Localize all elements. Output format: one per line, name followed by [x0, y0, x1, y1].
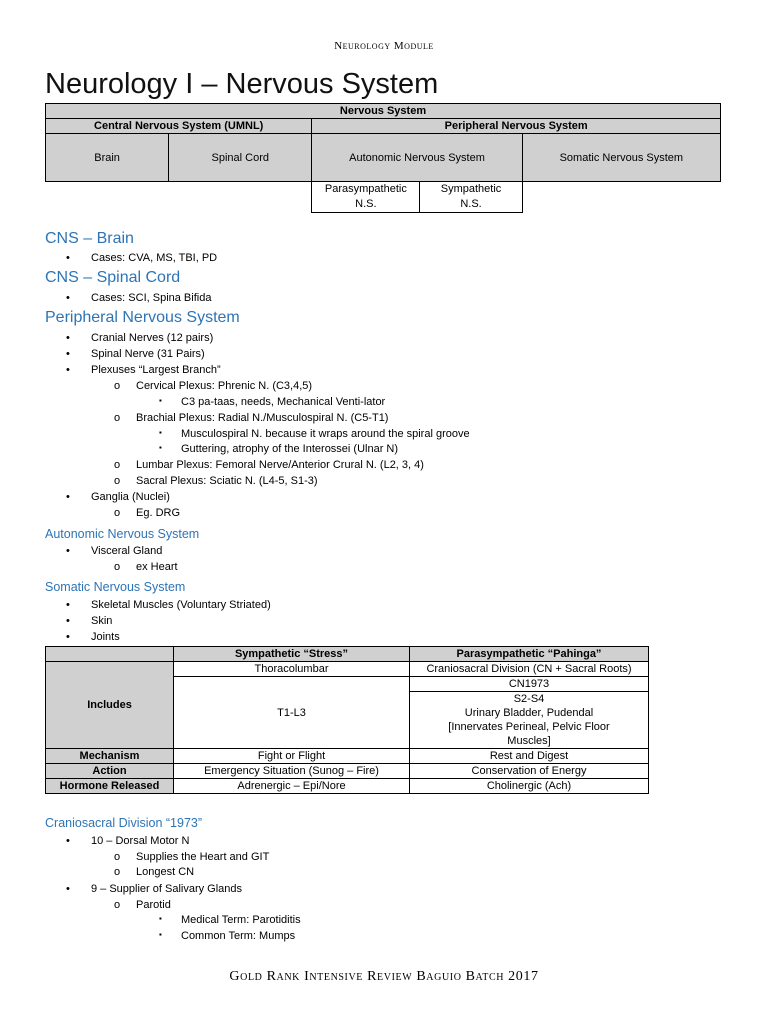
brain-cell: Brain: [46, 134, 169, 182]
bullet: •: [66, 348, 70, 360]
col-sympathetic: Sympathetic “Stress”: [174, 647, 410, 662]
symp-line-2: N.S.: [460, 198, 482, 210]
para-line-1: Parasympathetic: [324, 183, 407, 195]
para-line-2: N.S.: [355, 198, 377, 210]
list-item: Supplies the Heart and GIT: [136, 851, 270, 863]
sympathetic-cell: [420, 182, 521, 212]
list-item: Skeletal Muscles (Voluntary Striated): [91, 599, 271, 611]
bullet: ▪: [159, 396, 162, 405]
corner-cell: [46, 647, 174, 662]
list-item: Brachial Plexus: Radial N./Musculospiral N. (C5-T1): [136, 412, 389, 424]
bullet: o: [114, 866, 121, 878]
bullet: ▪: [159, 914, 162, 923]
bullet: •: [66, 364, 70, 376]
list-item: Skin: [91, 615, 113, 627]
symp-line-1: Sympathetic: [440, 183, 502, 195]
list-item: Plexuses “Largest Branch”: [91, 364, 221, 376]
cell-adrenergic: Adrenergic – Epi/Nore: [174, 779, 410, 794]
bullet: •: [66, 631, 70, 643]
list-item: Musculospiral N. because it wraps around the spiral groove: [181, 428, 470, 440]
heading-pns: Peripheral Nervous System: [45, 309, 240, 326]
list-item: C3 pa-taas, needs, Mechanical Venti-lator: [181, 396, 386, 408]
row-action: Action: [46, 764, 174, 779]
list-item: Longest CN: [136, 866, 195, 878]
col-parasympathetic: Parasympathetic “Pahinga”: [410, 647, 649, 662]
list-item: Guttering, atrophy of the Interossei (Ulnar N): [181, 443, 399, 455]
bullet: o: [114, 507, 121, 519]
list-item: Spinal Nerve (31 Pairs): [91, 348, 205, 360]
bullet: o: [114, 459, 121, 471]
page-title: Neurology I – Nervous System: [45, 68, 439, 100]
cell-conservation: Conservation of Energy: [410, 764, 649, 779]
bullet: o: [114, 475, 121, 487]
cell-thoracolumbar: Thoracolumbar: [174, 662, 410, 677]
bullet: o: [114, 851, 121, 863]
list-item: Cases: SCI, Spina Bifida: [91, 292, 212, 304]
bullet: o: [114, 561, 121, 573]
row-hormone: Hormone Released: [46, 779, 174, 794]
bullet: •: [66, 252, 70, 264]
bullet: •: [66, 883, 70, 895]
list-item: ex Heart: [136, 561, 178, 573]
page-footer: Gold Rank Intensive Review Baguio Batch 2017: [229, 969, 539, 984]
cell-emergency: Emergency Situation (Sunog – Fire): [174, 764, 410, 779]
parasympathetic-cell: [312, 182, 420, 212]
cns-header: Central Nervous System (UMNL): [46, 119, 312, 134]
ans-subdivisions: [312, 182, 522, 213]
spinal-cord-cell: Spinal Cord: [169, 134, 312, 182]
heading-ans: Autonomic Nervous System: [45, 527, 200, 541]
cell-craniosacral: Craniosacral Division (CN + Sacral Roots): [410, 662, 649, 677]
bullet: •: [66, 545, 70, 557]
innervates-line-2: Muscles]: [507, 735, 551, 747]
somatic-cell: Somatic Nervous System: [522, 134, 720, 182]
bullet: ▪: [159, 443, 162, 452]
bullet: ▪: [159, 930, 162, 939]
bullet: •: [66, 615, 70, 627]
list-item: Common Term: Mumps: [181, 930, 296, 942]
list-item: 10 – Dorsal Motor N: [91, 835, 190, 847]
heading-cns-brain: CNS – Brain: [45, 230, 134, 247]
list-item: Cranial Nerves (12 pairs): [91, 332, 214, 344]
row-mechanism: Mechanism: [46, 749, 174, 764]
page-header: Neurology Module: [334, 40, 434, 52]
bullet: •: [66, 599, 70, 611]
nervous-system-table: [45, 103, 721, 213]
bullet: •: [66, 491, 70, 503]
bullet: ▪: [159, 428, 162, 437]
list-item: Cervical Plexus: Phrenic N. (C3,4,5): [136, 380, 313, 392]
cell-s2-s4: [410, 692, 649, 749]
heading-sns: Somatic Nervous System: [45, 580, 186, 594]
heading-craniosacral: Craniosacral Division “1973”: [45, 816, 203, 830]
innervates-line-1: [Innervates Perineal, Pelvic Floor: [448, 721, 610, 733]
list-item: Parotid: [136, 899, 171, 911]
list-item: Lumbar Plexus: Femoral Nerve/Anterior Crural N. (L2, 3, 4): [136, 459, 424, 471]
bullet: •: [66, 292, 70, 304]
bullet: •: [66, 332, 70, 344]
list-item: Medical Term: Parotiditis: [181, 914, 301, 926]
list-item: 9 – Supplier of Salivary Glands: [91, 883, 243, 895]
bullet: •: [66, 835, 70, 847]
row-includes: Includes: [46, 662, 174, 749]
bullet: o: [114, 899, 121, 911]
list-item: Sacral Plexus: Sciatic N. (L4-5, S1-3): [136, 475, 318, 487]
urinary-line: Urinary Bladder, Pudendal: [464, 707, 594, 719]
ns-header: Nervous System: [46, 104, 721, 119]
list-item: Eg. DRG: [136, 507, 181, 519]
pns-header: Peripheral Nervous System: [312, 119, 721, 134]
list-item: Cases: CVA, MS, TBI, PD: [91, 252, 218, 264]
cell-rest-digest: Rest and Digest: [410, 749, 649, 764]
sympathetic-vs-parasympathetic-table: [45, 646, 649, 794]
cell-cn1973: CN1973: [410, 677, 649, 692]
cell-t1-l3: T1-L3: [174, 677, 410, 749]
list-item: Visceral Gland: [91, 545, 163, 557]
list-item: Ganglia (Nuclei): [91, 491, 170, 503]
heading-cns-spinal: CNS – Spinal Cord: [45, 269, 181, 286]
bullet: o: [114, 380, 121, 392]
cell-fight-flight: Fight or Flight: [174, 749, 410, 764]
cell-cholinergic: Cholinergic (Ach): [410, 779, 649, 794]
autonomic-cell: Autonomic Nervous System: [312, 134, 522, 182]
list-item: Joints: [91, 631, 120, 643]
s2s4-line: S2-S4: [513, 693, 545, 705]
bullet: o: [114, 412, 121, 424]
